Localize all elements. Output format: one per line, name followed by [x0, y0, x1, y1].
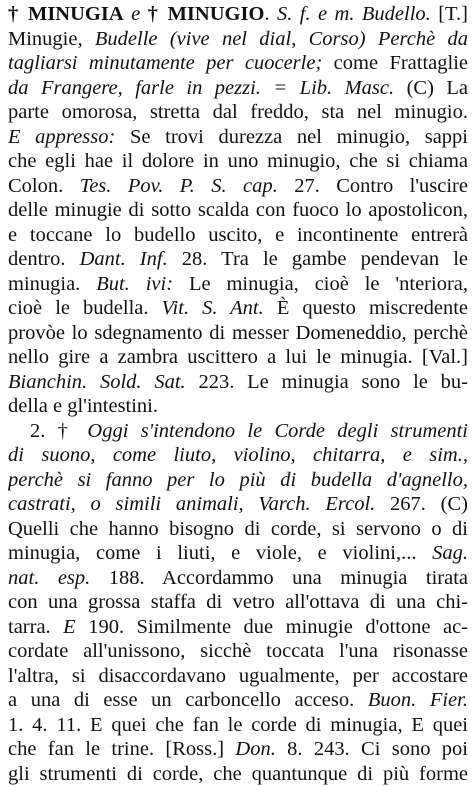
text-segment: 27. Contro l'uscire: [278, 175, 468, 197]
text-segment: Le minugia, cioè le 'nteriora,: [173, 273, 468, 295]
text-line: [8, 394, 468, 419]
text-segment: minugia.: [8, 273, 96, 295]
italic-text: da Frangere, farle in pezzi. = Lib. Masc.: [8, 77, 394, 99]
italic-text: castrati, o simili animali, Varch. Ercol.: [8, 493, 375, 515]
text-line: [8, 737, 468, 762]
italic-text: tagliarsi minutamente per cuocerle;: [8, 52, 322, 74]
italic-text: Dant. Inf.: [80, 248, 168, 270]
text-line: [8, 272, 468, 297]
text-segment: e toccane lo budello uscito, e incontinente entrerà: [8, 224, 468, 246]
text-segment: 190. Similmente due minugie d'ottone ac-: [76, 616, 468, 638]
text-line: [8, 419, 468, 444]
italic-text: Oggi s'intendono le Corde degli strumenti: [87, 420, 468, 442]
text-segment: nello gire a zambra uscittero a lui le minugia. [Val.]: [8, 346, 468, 368]
italic-text: Sag.: [432, 542, 468, 564]
text-segment: provòe lo sdegnamento di messer Domeneddio, perchè: [8, 322, 468, 344]
text-segment: l'altra, si disaccordavano ugualmente, per accostare: [8, 665, 468, 687]
text-segment: Se trovi durezza nel minugio, sappi: [115, 126, 468, 148]
text-segment: gli strumenti di corde, che quantunque di più forme: [8, 763, 468, 785]
text-segment: come Frattaglie: [322, 52, 468, 74]
text-segment: minugia, come i liuti, e viole, e violini,...: [8, 542, 432, 564]
text-line: [8, 198, 468, 223]
text-segment: .: [264, 3, 277, 25]
text-line: [8, 100, 468, 125]
text-line: [8, 247, 468, 272]
italic-text: Buon. Fier.: [368, 689, 468, 711]
italic-text: nat. esp.: [8, 567, 90, 589]
text-line: [8, 590, 468, 615]
text-segment: Minugie,: [8, 28, 95, 50]
text-segment: della e gl'intestini.: [8, 395, 158, 417]
text-line: [8, 443, 468, 468]
italic-text: But. ivi:: [96, 273, 173, 295]
text-segment: (C) La: [394, 77, 468, 99]
italic-text: E appresso:: [8, 126, 115, 148]
text-line: [8, 174, 468, 199]
text-segment: 223. Le minugia sono le bu-: [186, 371, 468, 393]
text-segment: che egli hae il dolore in uno minugio, che si chiama: [8, 150, 468, 172]
text-segment: con una grossa staffa di vetro all'ottava di una chi-: [8, 591, 468, 613]
text-line: [8, 370, 468, 395]
text-line: [8, 125, 468, 150]
text-line: [8, 76, 468, 101]
italic-text: Vit. S. Ant.: [162, 297, 264, 319]
headword: † MINUGIA: [8, 3, 124, 25]
text-line: [8, 541, 468, 566]
text-segment: delle minugie di sotto scalda con fuoco lo apostolicon,: [8, 199, 468, 221]
text-line: [8, 296, 468, 321]
text-line: [8, 321, 468, 346]
text-segment: Colon.: [8, 175, 80, 197]
text-segment: 1. 4. 11. E quei che fan le corde di minugia, E quei: [8, 714, 468, 736]
italic-text: Bianchin. Sold. Sat.: [8, 371, 186, 393]
italic-text: E: [63, 616, 76, 638]
text-segment: a una di esse un carboncello acceso.: [8, 689, 368, 711]
text-segment: 267. (C): [375, 493, 468, 515]
italic-text: perchè si fanno per lo più di budella d'agnello,: [8, 469, 468, 491]
text-line: [8, 762, 468, 786]
italic-text: di suono, come liuto, violino, chitarra, e sim.,: [8, 444, 468, 466]
text-segment: 188. Accordammo una minugia tirata: [90, 567, 468, 589]
text-line: [8, 2, 468, 27]
text-segment: cordate all'unissono, sicchè toccata l'una risonasse: [8, 640, 468, 662]
text-line: [8, 639, 468, 664]
text-segment: 2. †: [30, 420, 87, 442]
text-line: [8, 149, 468, 174]
text-segment: 28. Tra le gambe pendevan le: [168, 248, 468, 270]
text-line: [8, 713, 468, 738]
text-line: [8, 566, 468, 591]
text-line: [8, 51, 468, 76]
text-segment: tarra.: [8, 616, 63, 638]
text-segment: Quelli che hanno bisogno di corde, si servono o di: [8, 518, 468, 540]
text-line: [8, 615, 468, 640]
text-segment: 8. 243. Ci sono poi: [276, 738, 468, 760]
text-segment: [T.]: [431, 3, 468, 25]
text-line: [8, 27, 468, 52]
text-segment: che fan le trine. [Ross.]: [8, 738, 235, 760]
text-segment: parte omorosa, stretta dal freddo, sta nel minugio.: [8, 101, 468, 123]
text-line: [8, 688, 468, 713]
italic-text: S. f. e m. Budello.: [277, 3, 431, 25]
text-line: [8, 517, 468, 542]
text-line: [8, 345, 468, 370]
text-line: [8, 664, 468, 689]
text-line: [8, 223, 468, 248]
italic-text: Tes. Pov. P. S. cap.: [80, 175, 278, 197]
italic-text: e: [124, 3, 148, 25]
text-segment: È questo miscredente: [264, 297, 468, 319]
text-line: [8, 468, 468, 493]
text-line: [8, 492, 468, 517]
text-segment: dentro.: [8, 248, 80, 270]
entry-text: [8, 2, 468, 786]
headword: † MINUGIO: [148, 3, 265, 25]
italic-text: Budelle (vive nel dial, Corso) Perchè da: [95, 28, 468, 50]
italic-text: Don.: [235, 738, 275, 760]
text-segment: cioè le budella.: [8, 297, 162, 319]
